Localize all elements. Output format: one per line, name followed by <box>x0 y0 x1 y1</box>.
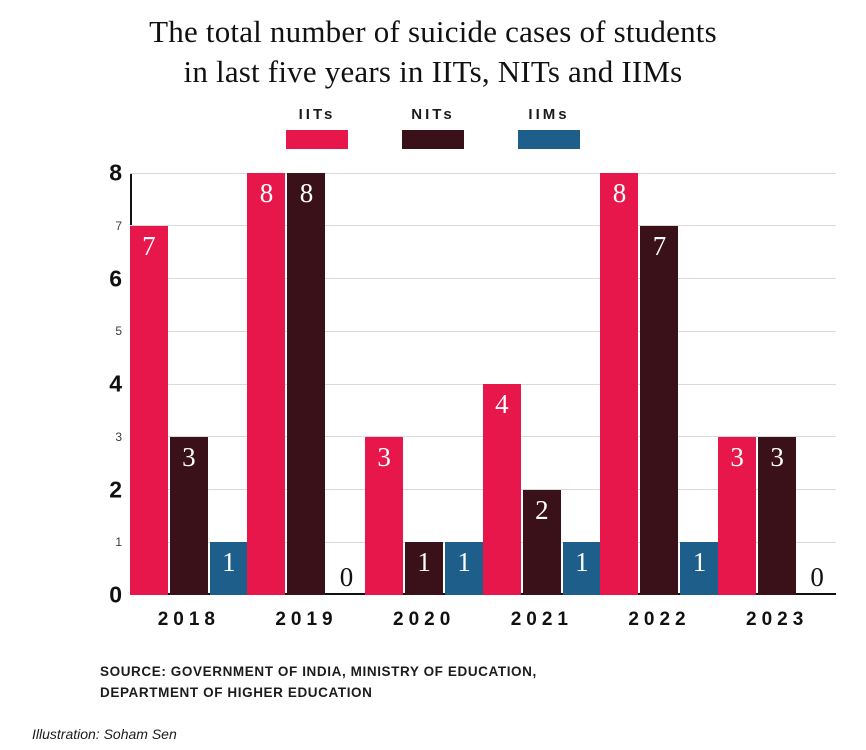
source-line-2: DEPARTMENT OF HIGHER EDUCATION <box>100 685 373 700</box>
bar-iims-2020[interactable] <box>445 173 483 595</box>
bar-nits-2023[interactable] <box>758 173 796 595</box>
bar-value-label: 1 <box>457 547 471 578</box>
bar-value-label: 8 <box>612 178 627 208</box>
bar-rect <box>287 173 325 595</box>
plot-area <box>130 173 836 595</box>
y-tick-label: 2 <box>109 476 122 502</box>
title-line-1: The total number of suicide cases of students <box>149 14 717 49</box>
bar-value-label: 3 <box>770 441 784 472</box>
bar-value-label: 3 <box>730 441 744 472</box>
bar-value-label: 4 <box>495 389 509 419</box>
bar-iims-2019[interactable] <box>327 173 365 595</box>
bar-value-label: 0 <box>810 562 824 592</box>
bar-nits-2020[interactable] <box>405 173 443 595</box>
bar-value-label: 1 <box>575 547 589 578</box>
legend-item-iits <box>280 106 354 149</box>
y-tick-label: 7 <box>115 218 122 233</box>
x-tick-label-2019: 2019 <box>275 609 338 630</box>
bar-rect <box>600 173 638 595</box>
legend-item-iims <box>512 106 586 149</box>
bar-value-label: 1 <box>692 547 707 578</box>
bar-value-label: 3 <box>377 441 391 472</box>
bar-group-2020 <box>371 173 477 595</box>
x-tick-label-2018: 2018 <box>157 609 220 630</box>
bar-value-label: 7 <box>652 230 667 261</box>
x-axis-labels <box>130 609 836 643</box>
bar-value-label: 1 <box>222 547 236 578</box>
bar-value-label: 8 <box>259 178 274 208</box>
legend-item-nits <box>396 106 470 149</box>
legend-swatch-iits <box>286 130 348 149</box>
bar-iims-2018[interactable] <box>210 173 248 595</box>
bar-nits-2021[interactable] <box>523 173 561 595</box>
bar-iims-2022[interactable] <box>680 173 718 595</box>
page-title <box>0 0 866 92</box>
bar-iits-2021[interactable] <box>483 173 521 595</box>
x-tick-label-2021: 2021 <box>510 609 573 630</box>
bar-value-label: 8 <box>299 178 314 208</box>
bar-nits-2018[interactable] <box>170 173 208 595</box>
bar-rect <box>640 226 678 595</box>
bar-iims-2023[interactable] <box>798 173 836 595</box>
y-tick-label: 6 <box>109 265 122 291</box>
bar-rect <box>247 173 285 595</box>
bar-group-2018 <box>136 173 242 595</box>
x-tick-label-2022: 2022 <box>628 609 691 630</box>
x-tick-label-2020: 2020 <box>393 609 456 630</box>
bar-iits-2023[interactable] <box>718 173 756 595</box>
title-line-2: in last five years in IITs, NITs and IIMs <box>183 54 683 89</box>
legend-label-iits: IITs <box>298 106 336 123</box>
bar-value-label: 7 <box>142 230 156 261</box>
legend-swatch-nits <box>402 130 464 149</box>
bar-nits-2022[interactable] <box>640 173 678 595</box>
bar-iits-2019[interactable] <box>247 173 285 595</box>
illustration-credit: Illustration: Soham Sen <box>32 726 177 742</box>
bar-group-2019 <box>254 173 360 595</box>
bar-iits-2018[interactable] <box>130 173 168 595</box>
legend-label-iims: IIMs <box>528 106 570 123</box>
y-axis-labels <box>78 159 122 608</box>
bar-group-2023 <box>724 173 830 595</box>
x-tick-label-2023: 2023 <box>746 609 809 630</box>
legend-swatch-iims <box>518 130 580 149</box>
bar-value-label: 0 <box>339 562 354 592</box>
y-tick-label: 5 <box>115 324 122 339</box>
bar-value-label: 1 <box>417 547 431 578</box>
y-tick-label: 8 <box>109 159 122 186</box>
y-tick-label: 0 <box>109 581 122 608</box>
source-note <box>100 661 537 703</box>
source-line-1: SOURCE: GOVERNMENT OF INDIA, MINISTRY OF EDUCATION, <box>100 664 537 679</box>
bar-chart <box>0 159 866 630</box>
bar-iims-2021[interactable] <box>563 173 601 595</box>
bar-rect <box>130 226 168 595</box>
y-tick-label: 3 <box>115 429 122 444</box>
bar-value-label: 2 <box>535 494 549 525</box>
bar-iits-2020[interactable] <box>365 173 403 595</box>
legend-label-nits: NITs <box>411 106 455 123</box>
bar-group-2022 <box>607 173 713 595</box>
bar-nits-2019[interactable] <box>287 173 325 595</box>
bar-group-2021 <box>489 173 595 595</box>
y-tick-label: 1 <box>115 535 122 550</box>
bar-iits-2022[interactable] <box>600 173 638 595</box>
y-tick-label: 4 <box>109 370 122 397</box>
chart-legend <box>0 106 866 149</box>
bar-value-label: 3 <box>182 441 196 472</box>
